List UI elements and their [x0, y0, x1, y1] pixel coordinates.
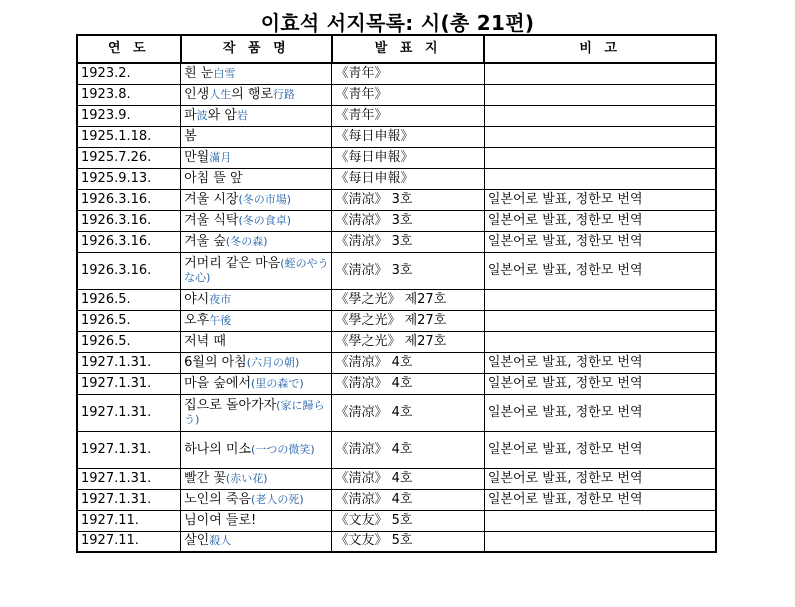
cell-date: 1927.1.31. — [77, 352, 181, 373]
title-hanja: 人生 — [209, 87, 232, 101]
cell-note — [484, 310, 716, 331]
cell-date: 1926.5. — [77, 331, 181, 352]
cell-title — [181, 331, 332, 352]
table-row — [77, 394, 716, 431]
cell-publication: 《每日申報》 — [332, 126, 484, 147]
header-work: 작 품 명 — [181, 35, 332, 63]
title-hanja: (家に歸らう) — [184, 398, 325, 426]
title-text: 집으로 돌아가자 — [184, 397, 277, 413]
cell-date: 1927.1.31. — [77, 431, 181, 468]
cell-publication: 《學之光》 제27호 — [332, 331, 484, 352]
title-hanja: 白雪 — [213, 66, 236, 80]
cell-title — [181, 489, 332, 510]
table-row — [77, 168, 716, 189]
title-hanja: (一つの微笑) — [251, 442, 315, 456]
cell-note: 일본어로 발표, 정한모 번역 — [484, 373, 716, 394]
cell-title — [181, 210, 332, 231]
cell-title — [181, 105, 332, 126]
cell-note: 일본어로 발표, 정한모 번역 — [484, 394, 716, 431]
cell-date: 1923.9. — [77, 105, 181, 126]
cell-date: 1927.1.31. — [77, 394, 181, 431]
table-row — [77, 189, 716, 210]
table-row — [77, 373, 716, 394]
cell-publication: 《淸凉》 4호 — [332, 394, 484, 431]
title-text: 빨간 꽃 — [184, 470, 226, 486]
title-hanja: 滿月 — [209, 150, 232, 164]
cell-publication: 《學之光》 제27호 — [332, 289, 484, 310]
title-text: 6월의 아침 — [184, 354, 247, 370]
cell-title — [181, 531, 332, 552]
cell-publication: 《靑年》 — [332, 84, 484, 105]
cell-title — [181, 373, 332, 394]
title-text: 마을 숲에서 — [184, 375, 252, 391]
cell-publication: 《淸凉》 3호 — [332, 189, 484, 210]
table-row — [77, 126, 716, 147]
cell-note — [484, 63, 716, 84]
cell-note: 일본어로 발표, 정한모 번역 — [484, 431, 716, 468]
cell-date: 1926.3.16. — [77, 252, 181, 289]
title-text: 의 행로 — [231, 86, 274, 102]
cell-date: 1927.1.31. — [77, 373, 181, 394]
cell-note — [484, 331, 716, 352]
cell-note — [484, 105, 716, 126]
header-date: 연 도 — [77, 35, 181, 63]
table-header — [77, 35, 716, 63]
cell-note — [484, 289, 716, 310]
cell-publication: 《靑年》 — [332, 63, 484, 84]
title-text: 노인의 죽음 — [184, 491, 252, 507]
cell-publication: 《淸凉》 4호 — [332, 373, 484, 394]
table-row — [77, 531, 716, 552]
title-hanja: (冬の食卓) — [238, 213, 292, 227]
cell-title — [181, 63, 332, 84]
cell-date: 1926.3.16. — [77, 210, 181, 231]
title-hanja: 殺人 — [209, 534, 232, 548]
cell-publication: 《淸凉》 4호 — [332, 489, 484, 510]
title-text: 하나의 미소 — [184, 441, 252, 457]
title-text: 봄 — [184, 128, 197, 144]
cell-date: 1926.3.16. — [77, 189, 181, 210]
cell-note: 일본어로 발표, 정한모 번역 — [484, 252, 716, 289]
title-text: 거머리 같은 마음 — [184, 255, 281, 271]
cell-date: 1927.11. — [77, 531, 181, 552]
cell-title — [181, 84, 332, 105]
title-text: 님이여 들로! — [184, 512, 257, 528]
cell-note — [484, 168, 716, 189]
cell-date: 1926.5. — [77, 289, 181, 310]
cell-date: 1925.7.26. — [77, 147, 181, 168]
title-hanja: 波 — [196, 108, 208, 122]
title-text: 오후 — [184, 312, 210, 328]
cell-date: 1925.9.13. — [77, 168, 181, 189]
title-text: 아침 뜰 앞 — [184, 170, 243, 186]
cell-publication: 《靑年》 — [332, 105, 484, 126]
cell-note — [484, 147, 716, 168]
title-text: 겨울 시장 — [184, 191, 239, 207]
title-text: 와 암 — [207, 107, 237, 123]
cell-title — [181, 468, 332, 489]
table-row — [77, 147, 716, 168]
table-row — [77, 84, 716, 105]
title-text: 겨울 숲 — [184, 233, 226, 249]
table-row — [77, 431, 716, 468]
cell-note — [484, 531, 716, 552]
table-row — [77, 352, 716, 373]
title-text: 겨울 식탁 — [184, 212, 239, 228]
title-hanja: (冬の森) — [225, 234, 268, 248]
header-publication: 발 표 지 — [332, 35, 484, 63]
table-row — [77, 289, 716, 310]
cell-date: 1926.3.16. — [77, 231, 181, 252]
table-row — [77, 210, 716, 231]
cell-date: 1926.5. — [77, 310, 181, 331]
cell-title — [181, 394, 332, 431]
title-hanja: (冬の市場) — [238, 192, 292, 206]
cell-title — [181, 189, 332, 210]
cell-note: 일본어로 발표, 정한모 번역 — [484, 468, 716, 489]
title-text: 파 — [184, 107, 197, 123]
cell-title — [181, 147, 332, 168]
title-text: 야시 — [184, 291, 210, 307]
cell-publication: 《文友》 5호 — [332, 531, 484, 552]
table-row — [77, 468, 716, 489]
cell-publication: 《文友》 5호 — [332, 510, 484, 531]
table-row — [77, 489, 716, 510]
table-row — [77, 105, 716, 126]
table-body — [77, 63, 716, 552]
table-row — [77, 252, 716, 289]
cell-title — [181, 231, 332, 252]
title-text: 인생 — [184, 86, 210, 102]
title-text: 살인 — [184, 533, 210, 549]
title-text: 만월 — [184, 149, 210, 165]
cell-publication: 《淸凉》 3호 — [332, 252, 484, 289]
table-row — [77, 310, 716, 331]
table-row — [77, 331, 716, 352]
cell-date: 1927.1.31. — [77, 468, 181, 489]
page-title: 이효석 서지목록: 시(총 21편) — [260, 11, 535, 35]
title-hanja: 午後 — [209, 313, 232, 327]
cell-publication: 《淸凉》 3호 — [332, 210, 484, 231]
title-hanja: (蛭のやうな心) — [184, 256, 329, 284]
cell-note: 일본어로 발표, 정한모 번역 — [484, 231, 716, 252]
cell-publication: 《學之光》 제27호 — [332, 310, 484, 331]
cell-publication: 《淸凉》 4호 — [332, 468, 484, 489]
bibliography-table — [76, 34, 717, 553]
cell-note — [484, 510, 716, 531]
cell-title — [181, 289, 332, 310]
cell-title — [181, 252, 332, 289]
table-row — [77, 510, 716, 531]
cell-publication: 《每日申報》 — [332, 147, 484, 168]
cell-date: 1927.11. — [77, 510, 181, 531]
cell-date: 1923.8. — [77, 84, 181, 105]
table-row — [77, 63, 716, 84]
title-hanja: (里の森で) — [251, 376, 304, 390]
cell-note: 일본어로 발표, 정한모 번역 — [484, 489, 716, 510]
cell-date: 1923.2. — [77, 63, 181, 84]
cell-note: 일본어로 발표, 정한모 번역 — [484, 352, 716, 373]
cell-date: 1925.1.18. — [77, 126, 181, 147]
cell-note — [484, 84, 716, 105]
cell-publication: 《淸凉》 4호 — [332, 352, 484, 373]
title-hanja: (老人の死) — [251, 492, 304, 506]
cell-note: 일본어로 발표, 정한모 번역 — [484, 210, 716, 231]
cell-publication: 《每日申報》 — [332, 168, 484, 189]
header-note: 비 고 — [484, 35, 716, 63]
title-hanja: 岩 — [236, 108, 248, 122]
cell-title — [181, 310, 332, 331]
cell-publication: 《淸凉》 4호 — [332, 431, 484, 468]
cell-title — [181, 510, 332, 531]
cell-note: 일본어로 발표, 정한모 번역 — [484, 189, 716, 210]
cell-date: 1927.1.31. — [77, 489, 181, 510]
table-row — [77, 231, 716, 252]
cell-title — [181, 352, 332, 373]
title-text: 흰 눈 — [184, 65, 214, 81]
title-hanja: 夜市 — [209, 292, 232, 306]
title-hanja: (六月の朝) — [246, 355, 300, 369]
cell-publication: 《淸凉》 3호 — [332, 231, 484, 252]
cell-title — [181, 168, 332, 189]
title-hanja: (赤い花) — [225, 471, 268, 485]
cell-title — [181, 126, 332, 147]
title-hanja: 行路 — [273, 87, 296, 101]
title-text: 저녁 때 — [184, 333, 226, 349]
cell-note — [484, 126, 716, 147]
cell-title — [181, 431, 332, 468]
